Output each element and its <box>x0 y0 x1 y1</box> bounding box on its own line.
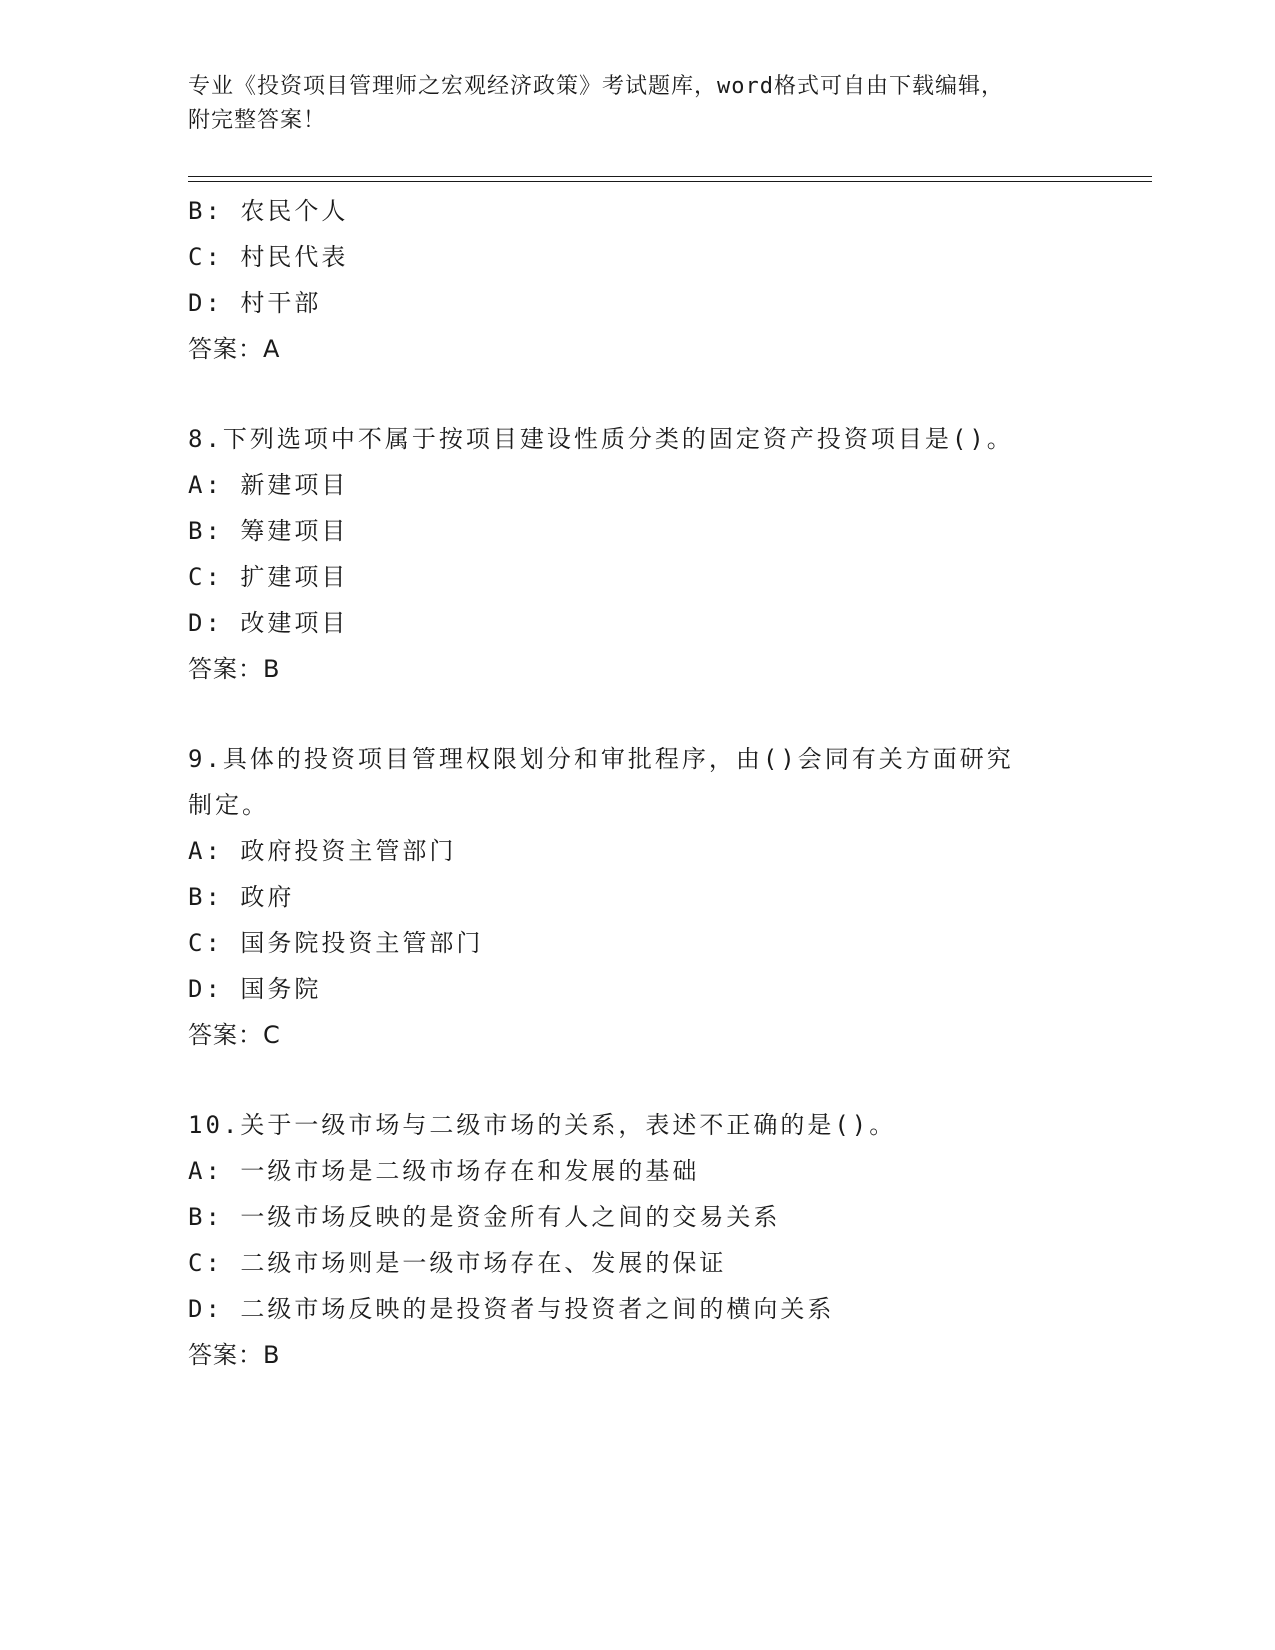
option-c: C: 村民代表 <box>188 243 349 271</box>
option-b: B: 筹建项目 <box>188 517 349 545</box>
question-content <box>188 188 1088 1378</box>
option-b: B: 政府 <box>188 883 295 911</box>
question-stem-line-1: 9.具体的投资项目管理权限划分和审批程序，由()会同有关方面研究 <box>188 745 1014 773</box>
question-8 <box>188 416 1088 692</box>
answer-line: 答案：B <box>188 655 281 683</box>
answer-line: 答案：C <box>188 1021 281 1049</box>
header-rule-bottom <box>188 181 1152 182</box>
option-c: C: 扩建项目 <box>188 563 349 591</box>
header-rule-top <box>188 176 1152 177</box>
question-10 <box>188 1102 1088 1378</box>
option-d: D: 村干部 <box>188 289 322 317</box>
question-stem: 8.下列选项中不属于按项目建设性质分类的固定资产投资项目是()。 <box>188 425 1014 453</box>
option-a: A: 政府投资主管部门 <box>188 837 457 865</box>
prev-question-block <box>188 188 1088 372</box>
option-b: B: 农民个人 <box>188 197 349 225</box>
option-a: A: 新建项目 <box>188 471 349 499</box>
header-line-1: 专业《投资项目管理师之宏观经济政策》考试题库，word格式可自由下载编辑， <box>188 74 1004 99</box>
option-d: D: 改建项目 <box>188 609 349 637</box>
option-c: C: 国务院投资主管部门 <box>188 929 484 957</box>
answer-line: 答案：B <box>188 1341 281 1369</box>
option-c: C: 二级市场则是一级市场存在、发展的保证 <box>188 1249 727 1277</box>
document-header <box>188 70 1068 138</box>
answer-line: 答案：A <box>188 335 281 363</box>
option-a: A: 一级市场是二级市场存在和发展的基础 <box>188 1157 700 1185</box>
header-line-2: 附完整答案！ <box>188 108 327 133</box>
question-9 <box>188 736 1088 1058</box>
option-d: D: 国务院 <box>188 975 322 1003</box>
option-b: B: 一级市场反映的是资金所有人之间的交易关系 <box>188 1203 781 1231</box>
question-stem: 10.关于一级市场与二级市场的关系，表述不正确的是()。 <box>188 1111 897 1139</box>
question-stem-line-2: 制定。 <box>188 791 269 819</box>
option-d: D: 二级市场反映的是投资者与投资者之间的横向关系 <box>188 1295 835 1323</box>
